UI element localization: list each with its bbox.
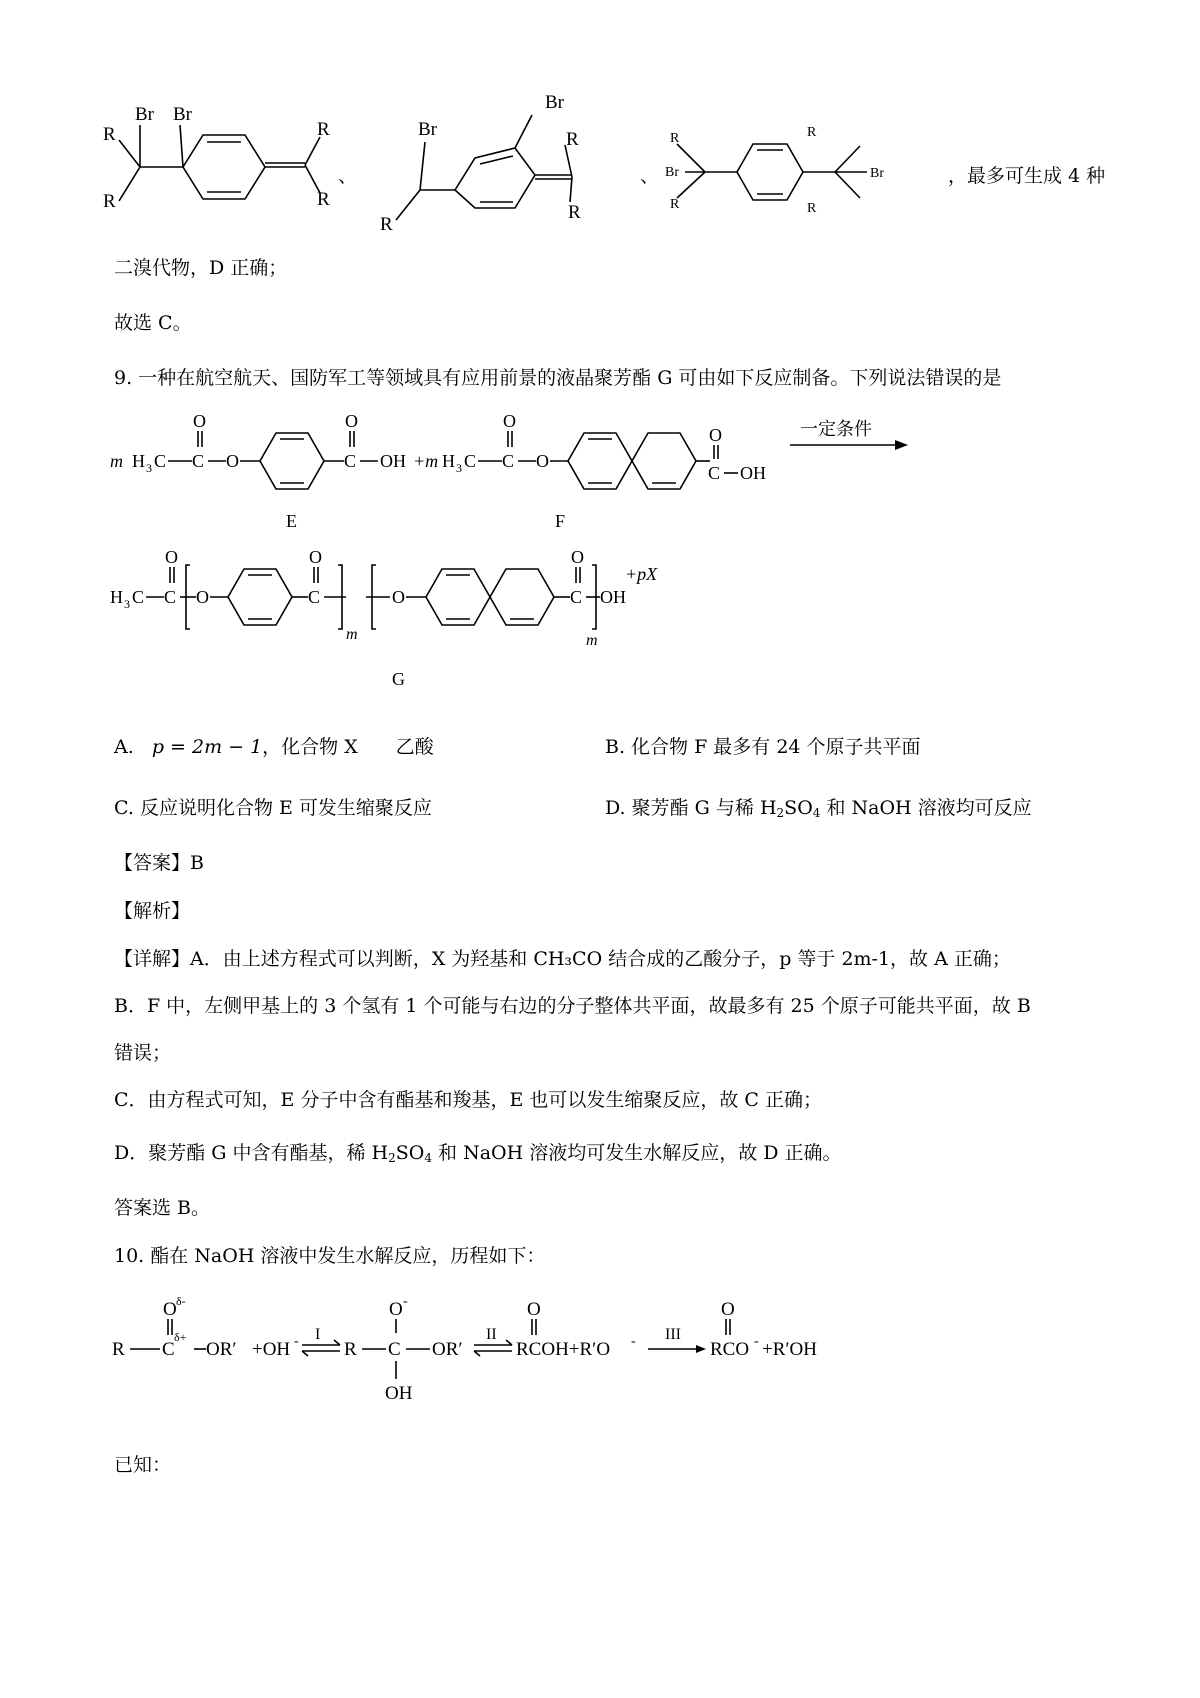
dibromide-structure-2 bbox=[380, 90, 640, 240]
r-label: R bbox=[566, 129, 579, 150]
r-label: R bbox=[670, 131, 680, 146]
alcohol-product: +R′OH bbox=[762, 1339, 817, 1360]
c-label: C bbox=[708, 463, 721, 483]
r-label: R bbox=[103, 191, 116, 212]
detail-d-pre: D．聚芳酯 G 中含有酯基，稀 bbox=[114, 1142, 366, 1164]
step-3-label: III bbox=[665, 1326, 681, 1343]
q10-known: 已知： bbox=[114, 1454, 172, 1476]
sub-3: 3 bbox=[146, 461, 152, 475]
or-prime-label: OR′ bbox=[206, 1339, 237, 1360]
q9-reaction-reactants bbox=[110, 411, 1110, 535]
o-label: O bbox=[309, 547, 322, 567]
step-1-label: I bbox=[315, 1326, 321, 1343]
c-label: C bbox=[502, 451, 515, 471]
r-label: R bbox=[317, 189, 330, 210]
r-label: R bbox=[568, 202, 581, 223]
option-a-formula: p = 2m − 1 bbox=[151, 736, 263, 758]
option-d bbox=[605, 795, 1032, 826]
q9-detail-c: C．由方程式可知，E 分子中含有酯基和羧基，E 也可以发生缩聚反应，故 C 正确； bbox=[114, 1089, 822, 1111]
q9-detail-d bbox=[114, 1140, 842, 1171]
br-label: Br bbox=[173, 104, 192, 125]
sub-3: 3 bbox=[456, 461, 462, 475]
option-a-text: ，化合物 X 乙酸 bbox=[262, 736, 434, 758]
separator: 、 bbox=[338, 165, 358, 187]
charge-minus: - bbox=[631, 1334, 636, 1349]
r-label: R bbox=[807, 125, 817, 140]
q8-structure-suffix: ，最多可生成 4 种 bbox=[948, 165, 1106, 187]
step-2-label: II bbox=[486, 1326, 497, 1343]
o-label: O bbox=[389, 1299, 403, 1320]
byproduct-px: +pX bbox=[625, 564, 658, 584]
oh-label: OH bbox=[600, 587, 626, 607]
c-label: C bbox=[132, 587, 145, 607]
o-label: O bbox=[196, 587, 209, 607]
c-label: C bbox=[192, 451, 205, 471]
h-label: H bbox=[132, 451, 145, 471]
or-prime-label: OR′ bbox=[432, 1339, 463, 1360]
plus-coefficient-m: +m bbox=[413, 451, 439, 471]
o-label: O bbox=[163, 1299, 177, 1320]
o-label: O bbox=[721, 1299, 735, 1320]
dibromide-structure-3 bbox=[665, 125, 935, 228]
r-label: R bbox=[344, 1339, 357, 1360]
q9-answer: 【答案】B bbox=[114, 852, 204, 874]
q10-mechanism bbox=[112, 1295, 872, 1425]
h-label: H bbox=[442, 451, 455, 471]
br-label: Br bbox=[418, 119, 437, 140]
r-label: R bbox=[670, 197, 680, 212]
charge-minus: - bbox=[403, 1294, 408, 1309]
c-label: C bbox=[162, 1339, 175, 1360]
q8-answer-choice: 故选 C。 bbox=[114, 312, 192, 334]
o-label: O bbox=[709, 425, 722, 445]
option-b: B. 化合物 F 最多有 24 个原子共平面 bbox=[605, 736, 921, 758]
r-label: R bbox=[380, 214, 393, 235]
br-label: Br bbox=[135, 104, 154, 125]
r-label: R bbox=[112, 1339, 125, 1360]
q9-polymer-g bbox=[110, 545, 810, 705]
o-label: O bbox=[527, 1299, 541, 1320]
separator: 、 bbox=[640, 165, 660, 187]
br-label: Br bbox=[665, 165, 679, 180]
sub-3: 3 bbox=[124, 597, 130, 611]
step-2-products: RCOH+R′O bbox=[516, 1339, 611, 1360]
option-d-pre: D. 聚芳酯 G 与稀 bbox=[605, 797, 754, 819]
c-label: C bbox=[154, 451, 167, 471]
o-label: O bbox=[345, 411, 358, 431]
option-a bbox=[114, 734, 434, 760]
delta-plus: δ+ bbox=[174, 1330, 187, 1344]
c-label: C bbox=[464, 451, 477, 471]
compound-e-label: E bbox=[286, 511, 297, 531]
oh-label: OH bbox=[740, 463, 766, 483]
hydroxide-label: +OH bbox=[252, 1339, 291, 1360]
c-label: C bbox=[164, 587, 177, 607]
option-d-mid: 和 bbox=[826, 797, 846, 819]
o-label: O bbox=[392, 587, 405, 607]
r-label: R bbox=[807, 201, 817, 216]
option-a-prefix: A. bbox=[114, 736, 134, 758]
o-label: O bbox=[536, 451, 549, 471]
o-label: O bbox=[193, 411, 206, 431]
option-d-post: NaOH 溶液均可反应 bbox=[851, 797, 1032, 819]
q10-stem: 10. 酯在 NaOH 溶液中发生水解反应，历程如下： bbox=[114, 1245, 546, 1267]
reaction-condition: 一定条件 bbox=[800, 419, 872, 439]
c-label: C bbox=[344, 451, 357, 471]
q9-detail-b2: 错误； bbox=[114, 1042, 172, 1064]
br-label: Br bbox=[545, 92, 564, 113]
subscript-m: m bbox=[346, 626, 358, 643]
compound-f-label: F bbox=[555, 511, 566, 531]
charge-minus: - bbox=[294, 1334, 299, 1349]
option-c: C. 反应说明化合物 E 可发生缩聚反应 bbox=[114, 797, 432, 819]
h-label: H bbox=[110, 587, 123, 607]
h2so4-formula: $H_2SO_4$ bbox=[759, 797, 821, 820]
carboxylate-label: RCO bbox=[710, 1339, 750, 1360]
o-label: O bbox=[571, 547, 584, 567]
o-label: O bbox=[503, 411, 516, 431]
q8-conclusion-line: 二溴代物，D 正确； bbox=[114, 257, 288, 279]
detail-d-post: 和 NaOH 溶液均可发生水解反应，故 D 正确。 bbox=[438, 1142, 842, 1164]
q9-analysis-heading: 【解析】 bbox=[114, 900, 191, 922]
dibromide-structure-1 bbox=[95, 95, 358, 245]
subscript-m: m bbox=[586, 632, 598, 649]
c-label: C bbox=[388, 1339, 401, 1360]
h2so4-formula: $H_2SO_4$ bbox=[371, 1142, 432, 1165]
br-label: Br bbox=[870, 166, 884, 181]
o-label: O bbox=[226, 451, 239, 471]
c-label: C bbox=[570, 587, 583, 607]
c-label: C bbox=[308, 587, 321, 607]
r-label: R bbox=[317, 119, 330, 140]
oh-label: OH bbox=[385, 1383, 413, 1404]
r-label: R bbox=[103, 124, 116, 145]
q9-stem: 9. 一种在航空航天、国防军工等领域具有应用前景的液晶聚芳酯 G 可由如下反应制备。下列说法错误的是 bbox=[114, 367, 1002, 389]
q9-detail-b1: B．F 中，左侧甲基上的 3 个氢有 1 个可能与右边的分子整体共平面，故最多有 25 个原子可能共平面，故 B bbox=[114, 995, 1031, 1017]
delta-minus: δ- bbox=[176, 1294, 186, 1308]
coefficient-m: m bbox=[110, 451, 123, 471]
polymer-g-label: G bbox=[392, 669, 405, 689]
q9-detail-a: 【详解】A．由上述方程式可以判断，X 为羟基和 CH₃CO 结合成的乙酸分子，p 等于 2m-1，故 A 正确； bbox=[114, 948, 1011, 970]
o-label: O bbox=[165, 547, 178, 567]
charge-minus: - bbox=[754, 1334, 759, 1349]
q9-conclusion: 答案选 B。 bbox=[114, 1197, 211, 1219]
oh-label: OH bbox=[380, 451, 406, 471]
